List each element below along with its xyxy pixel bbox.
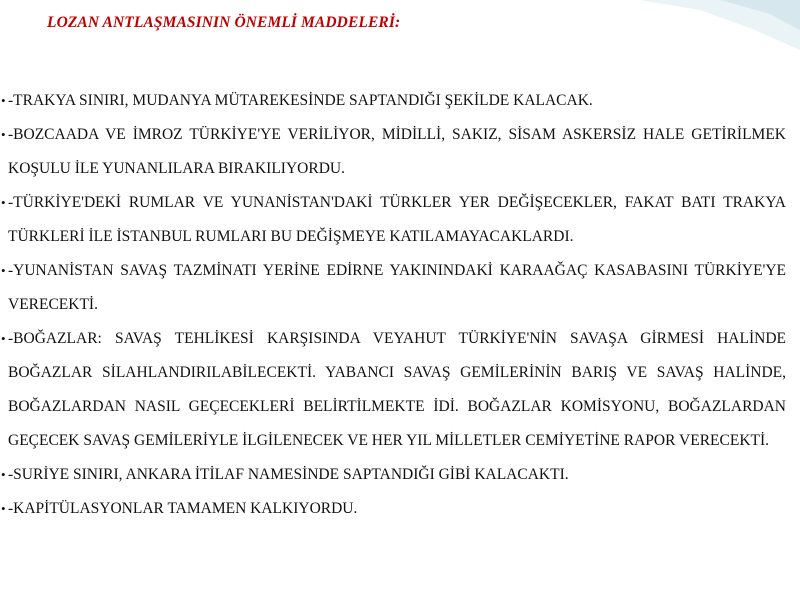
list-item-text: -YUNANİSTAN SAVAŞ TAZMİNATI YERİNE EDİRNE YAKININDAKİ KARAAĞAÇ KASABASINI TÜRKİYE'YE VERECEKTİ. xyxy=(8,262,786,313)
list-item xyxy=(0,322,786,458)
list-item-text: -BOĞAZLAR: SAVAŞ TEHLİKESİ KARŞISINDA VEYAHUT TÜRKİYE'NİN SAVAŞA GİRMESİ HALİNDE BOĞAZLAR SİLAHLANDIRILABİLECEKTİ. YABANCI SAVAŞ GEMİLERİNİN BARIŞ VE SAVAŞ HALİNDE, BOĞAZLARDAN NASIL GEÇECEKLERİ BELİRTİLMEKTE İDİ. BOĞAZLAR KOMİSYONU, BOĞAZLARDAN GEÇECEK SAVAŞ GEMİLERİYLE İLGİLENECEK VE HER YIL MİLLETLER CEMİYETİNE RAPOR VERECEKTİ. xyxy=(8,330,786,449)
list-item-text: -SURİYE SINIRI, ANKARA İTİLAF NAMESİNDE SAPTANDIĞI GİBİ KALACAKTI. xyxy=(8,466,569,483)
list-item xyxy=(0,118,786,186)
list-item xyxy=(0,254,786,322)
bullet-icon: • xyxy=(1,93,6,108)
list-item xyxy=(0,492,786,526)
list-item-text: -TRAKYA SINIRI, MUDANYA MÜTAREKESİNDE SAPTANDIĞI ŞEKİLDE KALACAK. xyxy=(8,92,593,109)
list-item xyxy=(0,458,786,492)
corner-decoration xyxy=(600,0,800,50)
bullet-icon: • xyxy=(1,195,6,210)
list-item-text: -TÜRKİYE'DEKİ RUMLAR VE YUNANİSTAN'DAKİ TÜRKLER YER DEĞİŞECEKLER, FAKAT BATI TRAKYA TÜRKLERİ İLE İSTANBUL RUMLARI BU DEĞİŞMEYE KATILAMAYACAKLARDI. xyxy=(8,194,786,245)
bullet-icon: • xyxy=(1,467,6,482)
list-item-text: -BOZCAADA VE İMROZ TÜRKİYE'YE VERİLİYOR, MİDİLLİ, SAKIZ, SİSAM ASKERSİZ HALE GETİRİLMEK KOŞULU İLE YUNANLILARA BIRAKILIYORDU. xyxy=(8,126,786,177)
slide-title: LOZAN ANTLAŞMASININ ÖNEMLİ MADDELERİ: xyxy=(47,14,401,31)
bullet-icon: • xyxy=(1,263,6,278)
bullet-list xyxy=(0,84,786,526)
list-item xyxy=(0,186,786,254)
bullet-icon: • xyxy=(1,127,6,142)
bullet-icon: • xyxy=(1,331,6,346)
bullet-icon: • xyxy=(1,501,6,516)
list-item-text: -KAPİTÜLASYONLAR TAMAMEN KALKIYORDU. xyxy=(8,500,358,517)
list-item xyxy=(0,84,786,118)
